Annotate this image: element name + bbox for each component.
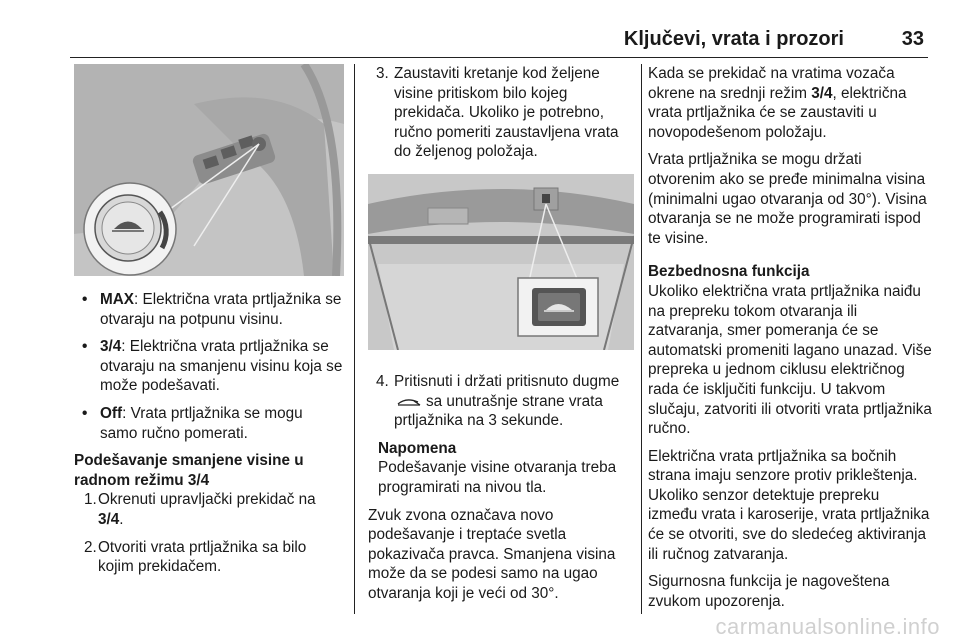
step-item: 4. Pritisnuti i držati pritisnuto dugme sa unutrašnje strane vrata prtljažnika na 3 sekunde.: [376, 372, 620, 430]
column-3: [648, 64, 932, 619]
door-switch-illustration: [74, 64, 344, 276]
column-1: [74, 64, 344, 585]
section-heading: Podešavanje smanjene visine u radnom režimu 3/4: [74, 452, 304, 489]
column-2: [368, 64, 634, 612]
page-header: [70, 28, 928, 58]
paragraph: Vrata prtljažnika se mogu držati otvorenim ako se pređe minimalna visina (minimalni ugao otvaranja od 30°). Visina otvaranja se ne može programirati ispod te visine.: [648, 151, 927, 247]
mode-description: : Električna vrata prtljažnika se otvaraju na smanjenu visinu koja se može podešavati.: [100, 338, 343, 395]
column-divider: [354, 64, 355, 614]
liftgate-image: [368, 174, 634, 350]
paragraph: Ukoliko električna vrata prtljažnika naiđu na prepreku tokom otvaranja ili zatvaranja, smer pomeranja će se automatski promeniti lagano unazad. Više prepreka u jednom ciklusu električnog rada će isključiti funkciju. U takvom slučaju, zatvoriti ili otvoriti vrata prtljažnika ručno.: [648, 282, 932, 438]
watermark: carmanualsonline.info: [715, 614, 940, 639]
note-text: Podešavanje visine otvaranja treba programirati na nivou tla.: [378, 459, 617, 496]
mode-term: 3/4: [100, 338, 122, 356]
list-item: • 3/4: Električna vrata prtljažnika se otvaraju na smanjenu visinu koja se može podešavati.: [82, 338, 343, 395]
step-item: 2. Otvoriti vrata prtljažnika sa bilo kojim prekidačem.: [84, 538, 307, 576]
column-divider: [641, 64, 642, 614]
note-block: [368, 439, 634, 498]
list-item: • Off: Vrata prtljažnika se mogu samo ručno pomerati.: [82, 404, 303, 442]
paragraph: Sigurnosna funkcija je nagoveštena zvukom upozorenja.: [648, 573, 890, 610]
paragraph: Kada se prekidač na vratima vozača okrene na srednji režim 3/4, električna vrata prtljažnika će se zaustaviti u novopodešenom položaju.: [648, 65, 907, 141]
page-title: Ključevi, vrata i prozori: [623, 28, 844, 50]
step-item: 1. Okrenuti upravljački prekidač na 3/4.: [84, 491, 316, 528]
mode-term: MAX: [100, 291, 134, 308]
liftgate-button-illustration: [368, 174, 634, 350]
note-title: Napomena: [378, 439, 457, 457]
door-panel-image: [74, 64, 344, 276]
step-item: 3. Zaustaviti kretanje kod željene visine pritiskom bilo kojeg prekidača. Ukoliko je potrebno, ručno pomeriti zaustavljena vrata do željenog položaja.: [376, 65, 619, 161]
mode-term: Off: [100, 404, 123, 422]
mode-description: : Električna vrata prtljažnika se otvaraju na potpunu visinu.: [100, 291, 342, 328]
mode-list: [74, 290, 344, 443]
page-number: 33: [901, 28, 924, 50]
list-item: • MAX: Električna vrata prtljažnika se otvaraju na potpunu visinu.: [82, 291, 342, 328]
section-heading: Bezbednosna funkcija: [648, 263, 810, 281]
liftgate-icon: [396, 396, 422, 408]
paragraph: Električna vrata prtljažnika sa bočnih strana imaju senzore protiv prikleštenja. Ukoliko senzor detektuje prepreku između vrata i karoserije, vrata prtljažnika će se otvoriti, sve do sledećeg aktiviranja ili ručnog zatvaranja.: [648, 447, 930, 563]
paragraph: Zvuk zvona označava novo podešavanje i treptaće svetla pokazivača pravca. Smanjena visina može da se podesi samo na ugao otvaranja koji je veći od 30°.: [368, 506, 616, 602]
mode-description: : Vrata prtljažnika se mogu samo ručno pomerati.: [100, 404, 303, 442]
